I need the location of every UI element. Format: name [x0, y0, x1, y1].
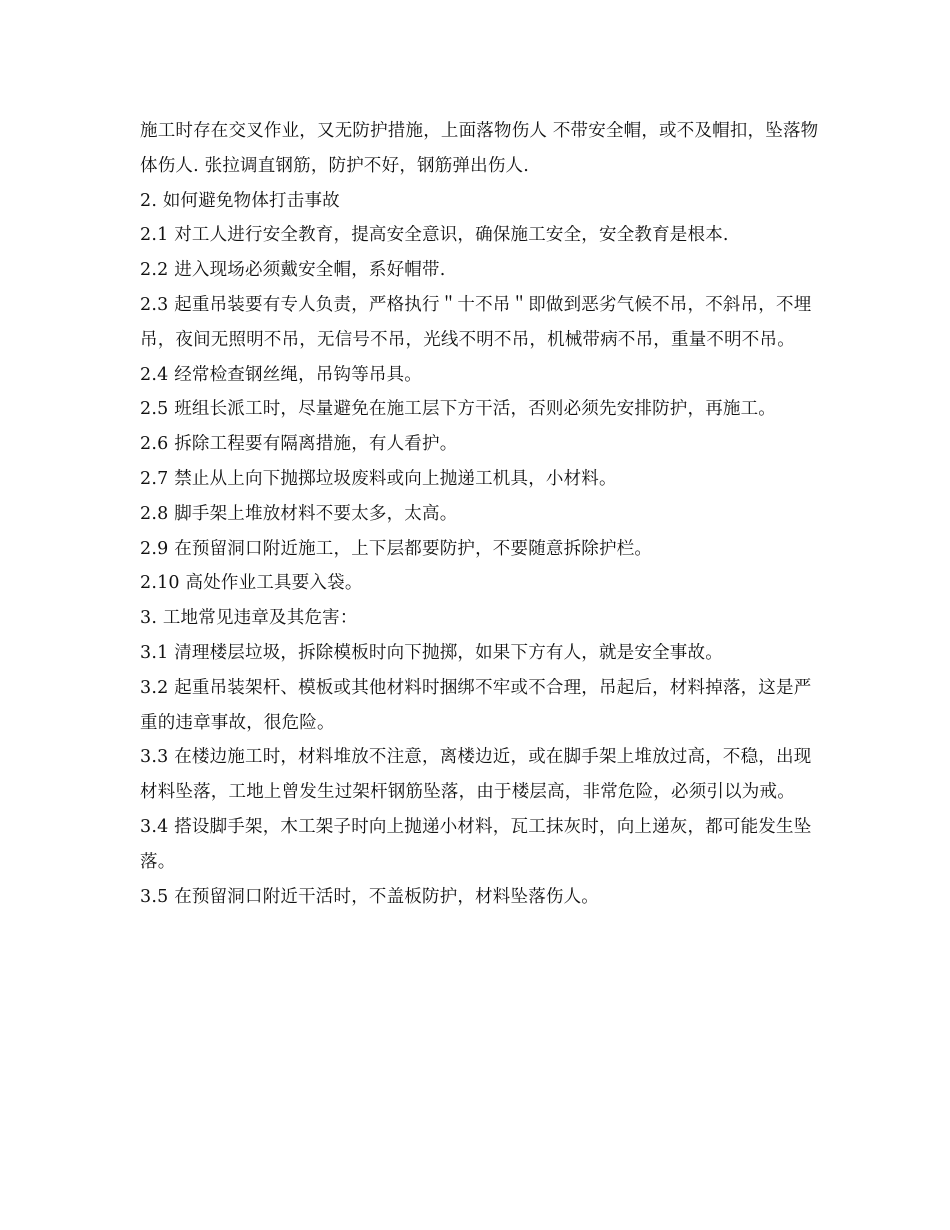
section-heading-2: 2. 如何避免物体打击事故	[140, 190, 340, 211]
list-item-2-4: 2.4 经常检查钢丝绳，吊钩等吊具。	[140, 364, 422, 385]
list-item-3-2: 3.2 起重吊装架杆、模板或其他材料时捆绑不牢或不合理，吊起后，材料掉落，这是严重的违章事故，很危险。	[140, 677, 812, 733]
list-item-2-1: 2.1 对工人进行安全教育，提高安全意识，确保施工安全，安全教育是根本.	[140, 225, 729, 246]
list-item-3-1: 3.1 清理楼层垃圾，拆除模板时向下抛掷，如果下方有人，就是安全事故。	[140, 642, 723, 663]
list-item-2-9: 2.9 在预留洞口附近施工，上下层都要防护，不要随意拆除护栏。	[140, 538, 653, 559]
paragraph-intro: 施工时存在交叉作业，又无防护措施，上面落物伤人 不带安全帽，或不及帽扣，坠落物体伤人. 张拉调直钢筋，防护不好，钢筋弹出伤人.	[140, 121, 819, 176]
list-item-2-7: 2.7 禁止从上向下抛掷垃圾废料或向上抛递工机具，小材料。	[140, 468, 617, 489]
list-item-3-5: 3.5 在预留洞口附近干活时，不盖板防护，材料坠落伤人。	[140, 886, 599, 907]
list-item-3-3: 3.3 在楼边施工时，材料堆放不注意，离楼边近，或在脚手架上堆放过高，不稳，出现材料坠落，工地上曾发生过架杆钢筋坠落，由于楼层高，非常危险，必须引以为戒。	[140, 747, 812, 803]
list-item-2-2: 2.2 进入现场必须戴安全帽，系好帽带.	[140, 260, 446, 281]
document-body	[140, 114, 820, 914]
list-item-2-10: 2.10 高处作业工具要入袋。	[140, 573, 363, 594]
list-item-3-4: 3.4 搭设脚手架，木工架子时向上抛递小材料，瓦工抹灰时，向上递灰，都可能发生坠落。	[140, 816, 812, 872]
list-item-2-3: 2.3 起重吊装要有专人负责，严格执行＂十不吊＂即做到恶劣气候不吊，不斜吊，不埋吊，夜间无照明不吊，无信号不吊，光线不明不吊，机械带病不吊，重量不明不吊。	[140, 294, 812, 350]
section-heading-3: 3. 工地常见违章及其危害：	[140, 608, 358, 629]
list-item-2-5: 2.5 班组长派工时，尽量避免在施工层下方干活，否则必须先安排防护，再施工。	[140, 399, 776, 420]
list-item-2-6: 2.6 拆除工程要有隔离措施，有人看护。	[140, 434, 458, 455]
list-item-2-8: 2.8 脚手架上堆放材料不要太多，太高。	[140, 503, 458, 524]
